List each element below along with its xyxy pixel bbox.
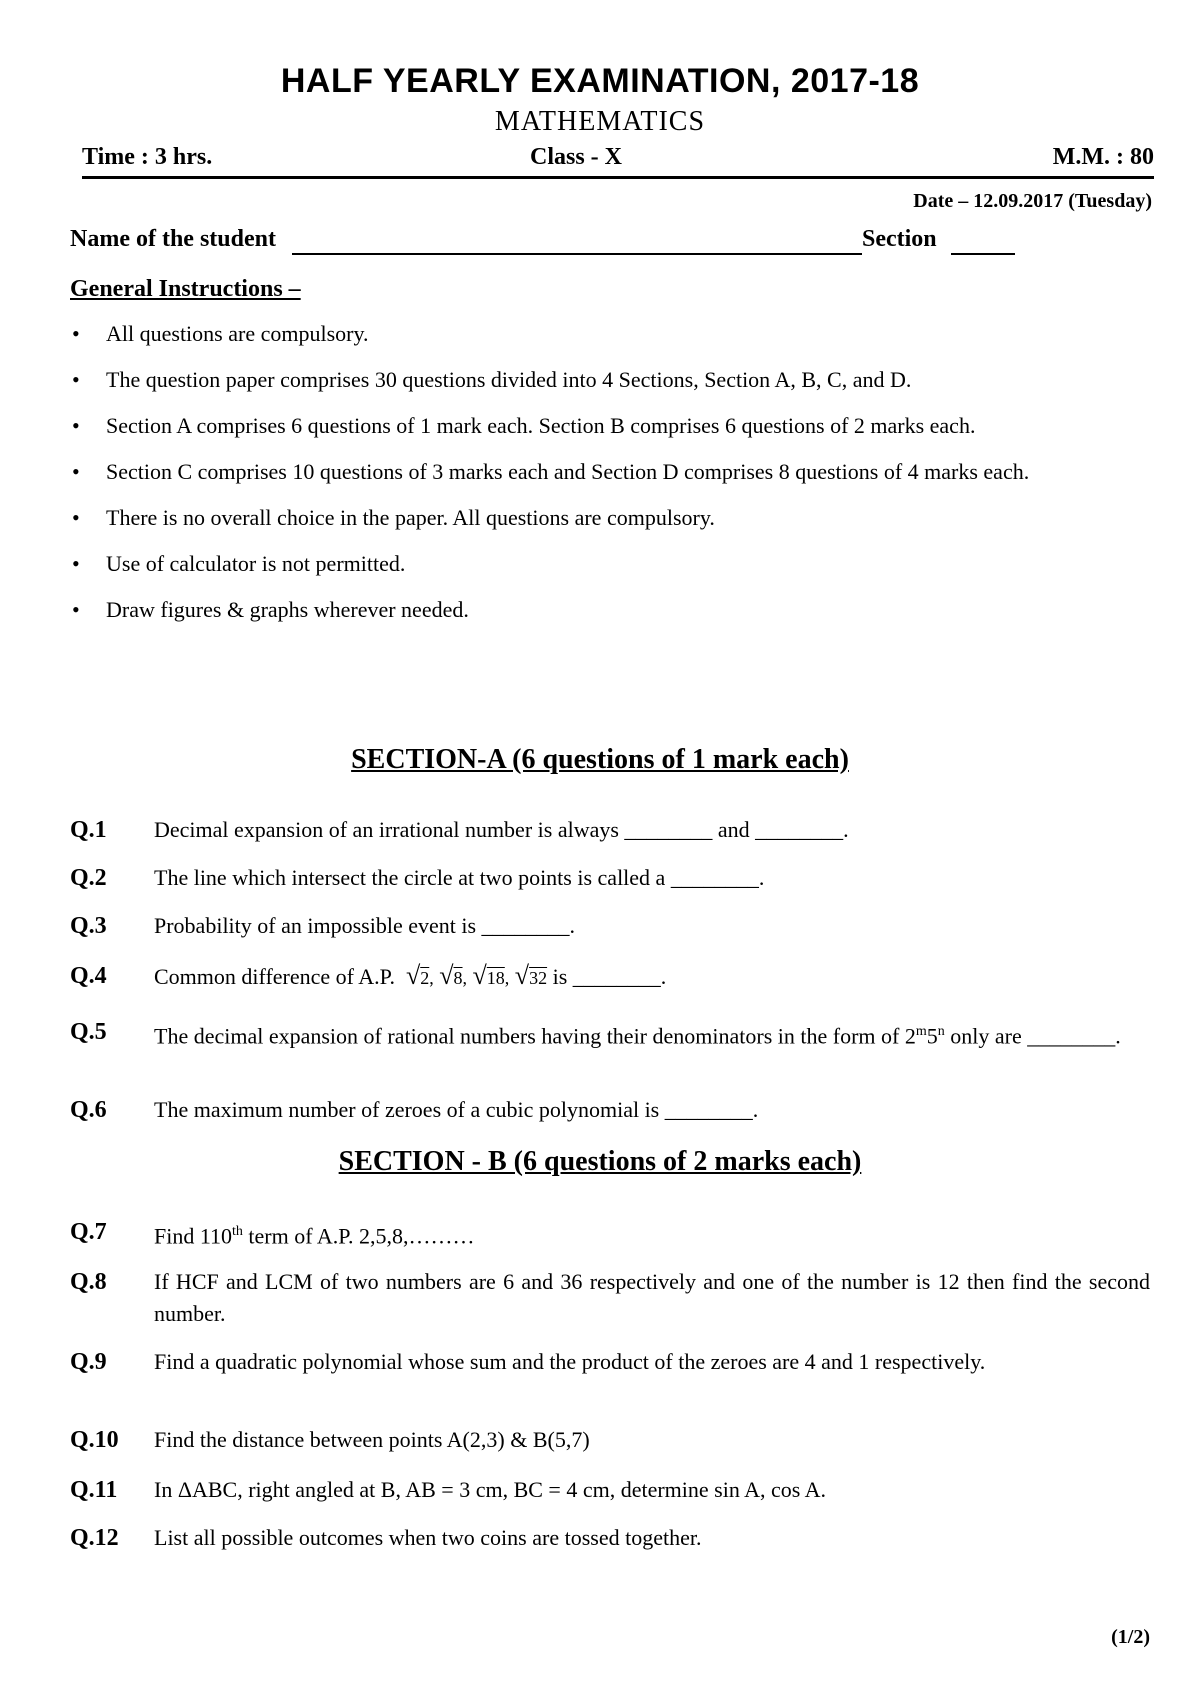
question-text: Probability of an impossible event is ________. <box>154 913 576 938</box>
question-number: Q.2 <box>70 865 107 891</box>
page-number: (1/2) <box>1111 1626 1150 1648</box>
question-text: Decimal expansion of an irrational number is always ________ and ________. <box>154 817 849 842</box>
max-marks-label: M.M. : 80 <box>1052 144 1154 170</box>
sqrt-term: √2, <box>405 961 434 990</box>
question-number: Q.12 <box>70 1525 119 1551</box>
exam-meta-row <box>82 144 1154 179</box>
question-text <box>154 960 1150 994</box>
bullet-icon: • <box>72 321 80 346</box>
question-text: The line which intersect the circle at two points is called a ________. <box>154 865 765 890</box>
section-label: Section <box>861 226 937 252</box>
section-blank <box>951 226 1015 255</box>
instruction-item <box>70 548 1150 580</box>
student-name-label: Name of the student <box>70 226 276 252</box>
question-text: The maximum number of zeroes of a cubic polynomial is ________. <box>154 1097 759 1122</box>
bullet-icon: • <box>72 551 80 576</box>
instruction-text: Section A comprises 6 questions of 1 mark each. Section B comprises 6 questions of 2 marks each. <box>106 413 976 438</box>
instruction-item <box>70 410 1150 442</box>
question-number: Q.4 <box>70 963 107 989</box>
question-number: Q.9 <box>70 1349 107 1375</box>
question-text: If HCF and LCM of two numbers are 6 and 36 respectively and one of the number is 12 then find the second number. <box>154 1269 1150 1326</box>
question-number: Q.5 <box>70 1019 107 1045</box>
question-text: Find the distance between points A(2,3) & B(5,7) <box>154 1427 590 1452</box>
instructions-list <box>70 318 1150 640</box>
question-number: Q.10 <box>70 1427 119 1453</box>
instruction-text: All questions are compulsory. <box>106 321 369 346</box>
student-name-line <box>70 226 1015 255</box>
time-label: Time : 3 hrs. <box>82 144 213 170</box>
bullet-icon: • <box>72 459 80 484</box>
question-text-after: is ________. <box>552 964 667 989</box>
question-number: Q.7 <box>70 1219 107 1245</box>
instruction-item <box>70 364 1150 396</box>
instruction-item <box>70 456 1150 488</box>
question-text: Find a quadratic polynomial whose sum and the product of the zeroes are 4 and 1 respectively. <box>154 1349 986 1374</box>
question-number: Q.3 <box>70 913 107 939</box>
instruction-item <box>70 502 1150 534</box>
exam-title: HALF YEARLY EXAMINATION, 2017-18 <box>280 62 920 100</box>
sqrt-term: √18, <box>472 961 510 990</box>
instructions-heading: General Instructions – <box>70 276 301 302</box>
instruction-text: Use of calculator is not permitted. <box>106 551 406 576</box>
question-text: In ΔABC, right angled at B, AB = 3 cm, BC = 4 cm, determine sin A, cos A. <box>154 1477 827 1502</box>
section-b-heading: SECTION - B (6 questions of 2 marks each) <box>338 1146 862 1177</box>
question-number: Q.11 <box>70 1477 118 1503</box>
sqrt-term: √32 <box>514 961 548 990</box>
bullet-icon: • <box>72 505 80 530</box>
exam-date: Date – 12.09.2017 (Tuesday) <box>913 190 1152 212</box>
instruction-text: The question paper comprises 30 questions divided into 4 Sections, Section A, B, C, and D. <box>106 367 912 392</box>
instruction-text: Section C comprises 10 questions of 3 marks each and Section D comprises 8 questions of 4 marks each. <box>106 459 1030 484</box>
question-text: List all possible outcomes when two coins are tossed together. <box>154 1525 702 1550</box>
question-text: The decimal expansion of rational numbers having their denominators in the form of 2$^m$5$^n$ only are ________. <box>154 1023 1121 1049</box>
instruction-item <box>70 594 1150 626</box>
question-number: Q.8 <box>70 1269 107 1295</box>
bullet-icon: • <box>72 367 80 392</box>
question-text-before: Common difference of A.P. <box>154 964 395 989</box>
instruction-text: Draw figures & graphs wherever needed. <box>106 597 469 622</box>
question-number: Q.6 <box>70 1097 107 1123</box>
question-number: Q.1 <box>70 817 107 843</box>
sqrt-term: √8, <box>439 961 468 990</box>
bullet-icon: • <box>72 597 80 622</box>
instruction-text: There is no overall choice in the paper. All questions are compulsory. <box>106 505 715 530</box>
subject-title: MATHEMATICS <box>494 106 706 137</box>
section-a-heading: SECTION-A (6 questions of 1 mark each) <box>351 744 849 775</box>
class-label: Class - X <box>530 144 623 170</box>
instruction-item <box>70 318 1150 350</box>
student-name-blank <box>292 226 862 255</box>
question-text: Find 110th term of A.P. 2,5,8,……… <box>154 1223 475 1249</box>
bullet-icon: • <box>72 413 80 438</box>
